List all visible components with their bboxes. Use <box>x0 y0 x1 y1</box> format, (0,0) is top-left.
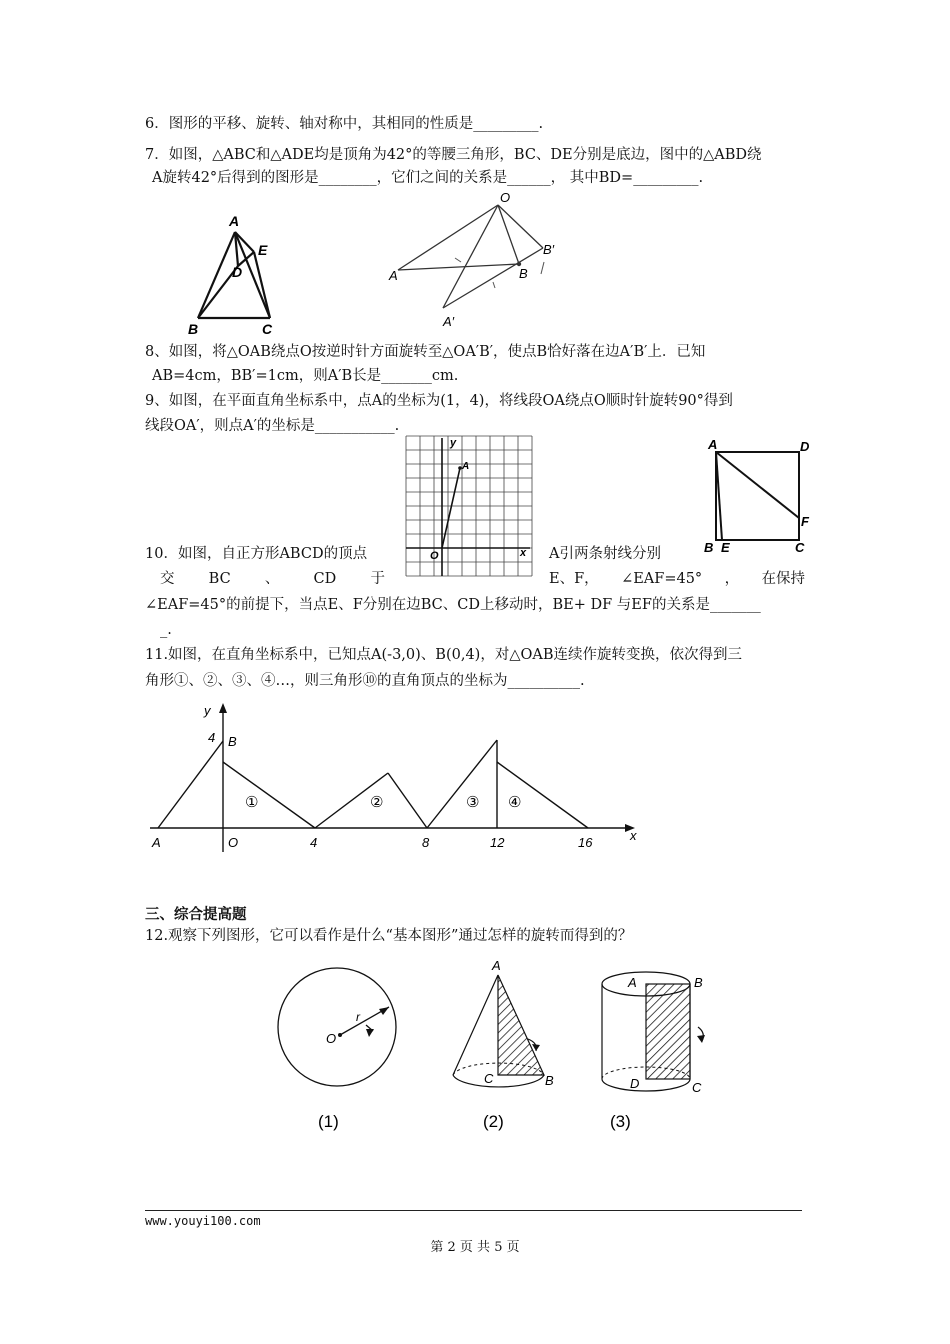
triangle-2-label: ② <box>370 794 384 811</box>
origin-label: O <box>228 835 239 850</box>
radius-label: r <box>356 1010 360 1024</box>
center-label: C <box>484 1071 494 1086</box>
origin-label: O <box>430 550 439 562</box>
apex-label: A <box>492 958 501 973</box>
label-d: D <box>232 264 243 280</box>
question-10-line-4: _. <box>160 622 172 638</box>
word: BC <box>208 571 231 587</box>
label-e: E <box>721 540 730 555</box>
label-f: F <box>801 514 809 529</box>
word: 交 <box>160 571 175 587</box>
caption-3: (3) <box>610 1112 631 1131</box>
question-10-line-3: ∠EAF=45°的前提下，当点E、F分别在边BC、CD上移动时，BE+ DF 与EF的关系是_______ <box>145 597 761 613</box>
top-edge-label: B <box>694 975 703 990</box>
point-b-label: B <box>228 734 237 749</box>
triangle-1-label: ① <box>245 794 259 811</box>
question-11-line-2: 角形①、②、③、④…，则三角形⑩的直角顶点的坐标为__________. <box>145 673 585 689</box>
axis-y-label: y <box>204 703 211 718</box>
triangle-4-label: ④ <box>508 794 522 811</box>
base-point-label: B <box>545 1073 554 1088</box>
tick-x-16: 16 <box>578 835 593 850</box>
question-7-line-1: 7．如图，△ABC和△ADE均是顶角为42°的等腰三角形，BC、DE分别是底边，图中的△ABD绕 <box>145 147 762 163</box>
word: 于 <box>370 571 385 587</box>
point-a-label: A <box>462 461 470 472</box>
label-a: A <box>389 268 398 283</box>
question-7-line-2: A旋转42°后得到的图形是________，它们之间的关系是______， 其中BD=_________. <box>152 170 704 186</box>
label-b: B <box>704 540 714 555</box>
top-center-label: A <box>628 975 637 990</box>
word: ∠EAF=45° <box>621 571 703 587</box>
tick-x-8: 8 <box>422 835 430 850</box>
label-o: O <box>500 190 511 205</box>
q12-solids-figure <box>270 955 720 1140</box>
word: ， <box>724 571 740 587</box>
caption-1: (1) <box>318 1112 339 1131</box>
question-9-line-1: 9、如图，在平面直角坐标系中，点A的坐标为(1，4)，将线段OA绕点O顺时针旋转90°得到 <box>145 393 733 409</box>
q10-square-figure <box>702 434 822 559</box>
q7-triangle-figure <box>180 210 290 340</box>
bottom-center-label: D <box>630 1076 640 1091</box>
footer-url: www.youyi100.com <box>145 1214 261 1228</box>
word: 在保持 <box>761 571 805 587</box>
bottom-edge-label: C <box>692 1080 702 1095</box>
label-a-prime: A′ <box>443 314 455 329</box>
label-b-prime: B′ <box>543 242 555 257</box>
label-c: C <box>262 321 273 337</box>
q9-coordinate-grid <box>404 434 534 579</box>
cone-solid <box>453 958 554 1088</box>
question-8-line-2: AB=4cm，BB′=1cm，则A′B长是_______cm. <box>152 368 459 384</box>
axis-x-label: x <box>520 547 527 559</box>
tick-x-12: 12 <box>490 835 505 850</box>
label-b: B <box>519 266 528 281</box>
word: 、 <box>264 571 280 587</box>
question-11-line-1: 11.如图，在直角坐标系中，已知点A(-3,0)、B(0,4)，对△OAB连续作旋转变换，依次得到三 <box>145 647 742 663</box>
question-6: 6．图形的平移、旋转、轴对称中，其相同的性质是_________. <box>145 116 544 132</box>
label-a: A <box>708 437 718 452</box>
section-3-heading: 三、综合提高题 <box>145 907 247 923</box>
axis-y-label: y <box>450 437 457 449</box>
question-10-line-2-left <box>160 569 385 589</box>
footer-divider <box>145 1210 802 1211</box>
label-b: B <box>188 321 199 337</box>
question-10-right: A引两条射线分别 <box>549 546 661 562</box>
cylinder-solid <box>602 972 705 1095</box>
word: CD <box>313 571 337 587</box>
center-label: O <box>326 1031 337 1046</box>
triangle-3-label: ③ <box>466 794 480 811</box>
footer-page-number: 第 2 页 共 5 页 <box>430 1240 520 1255</box>
label-c: C <box>795 540 805 555</box>
tick-x-4: 4 <box>310 835 318 850</box>
tick-y-4: 4 <box>208 730 216 745</box>
word: E、F， <box>549 571 599 587</box>
question-10-left: 10．如图，自正方形ABCD的顶点 <box>145 546 368 562</box>
label-d: D <box>800 439 810 454</box>
question-10-line-2-right <box>549 569 805 589</box>
label-e: E <box>258 242 268 258</box>
question-8-line-1: 8、如图，将△OAB绕点O按逆时针方面旋转至△OA′B′，使点B恰好落在边A′B′上．已知 <box>145 344 706 360</box>
circle-solid <box>278 968 396 1086</box>
q8-rotation-figure <box>385 188 570 333</box>
point-a-label: A <box>152 835 161 850</box>
label-a: A <box>229 213 240 229</box>
question-12: 12.观察下列图形，它可以看作是什么“基本图形”通过怎样的旋转而得到的？ <box>145 928 633 944</box>
question-9-line-2: 线段OA′，则点A′的坐标是___________. <box>145 418 400 434</box>
axis-x-label: x <box>630 828 637 843</box>
caption-2: (2) <box>483 1112 504 1131</box>
q11-triangle-sequence <box>140 700 640 860</box>
